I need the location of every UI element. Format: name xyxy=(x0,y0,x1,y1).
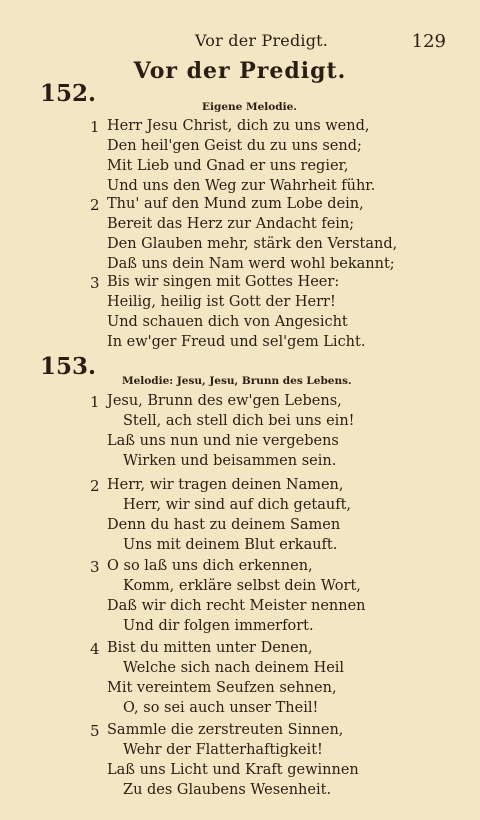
verse-line: Bis wir singen mit Gottes Heer: xyxy=(107,274,340,290)
stanza-number: 2 xyxy=(90,477,100,495)
verse-line: Den heil'gen Geist du zu uns send; xyxy=(107,138,362,154)
verse-line: Uns mit deinem Blut erkauft. xyxy=(123,537,338,553)
verse-line: Welche sich nach deinem Heil xyxy=(123,660,345,676)
verse-line: Komm, erkläre selbst dein Wort, xyxy=(123,578,361,594)
verse-line: Denn du hast zu deinem Samen xyxy=(107,517,341,533)
verse-line: Mit vereintem Seufzen sehnen, xyxy=(107,680,337,696)
verse-line: Herr, wir sind auf dich getauft, xyxy=(123,497,352,513)
running-title: Vor der Predigt. xyxy=(195,31,329,50)
verse-line: Sammle die zerstreuten Sinnen, xyxy=(107,722,344,738)
melody-note: Melodie: Jesu, Jesu, Brunn des Lebens. xyxy=(122,375,352,387)
verse-line: O so laß uns dich erkennen, xyxy=(107,558,313,574)
verse-line: Den Glauben mehr, stärk den Verstand, xyxy=(107,236,398,252)
stanza-number: 3 xyxy=(90,274,100,292)
stanza-number: 3 xyxy=(90,558,100,576)
verse-line: Daß wir dich recht Meister nennen xyxy=(107,598,366,614)
section-title: Vor der Predigt. xyxy=(133,58,347,84)
verse-line: Laß uns Licht und Kraft gewinnen xyxy=(107,762,359,778)
verse-line: Zu des Glaubens Wesenheit. xyxy=(123,782,332,798)
verse-line: Herr Jesu Christ, dich zu uns wend, xyxy=(107,118,370,134)
verse-line: Und dir folgen immerfort. xyxy=(123,618,314,634)
verse-line: Bist du mitten unter Denen, xyxy=(107,640,313,656)
verse-line: Wirken und beisammen sein. xyxy=(123,453,337,469)
verse-line: Stell, ach stell dich bei uns ein! xyxy=(123,413,355,429)
stanza-number: 1 xyxy=(90,393,100,411)
melody-note: Eigene Melodie. xyxy=(202,101,297,113)
stanza-number: 4 xyxy=(90,640,100,658)
verse-line: Heilig, heilig ist Gott der Herr! xyxy=(107,294,336,310)
verse-line: Herr, wir tragen deinen Namen, xyxy=(107,477,344,493)
verse-line: In ew'ger Freud und sel'gem Licht. xyxy=(107,334,366,350)
stanza-number: 1 xyxy=(90,118,100,136)
stanza-number: 5 xyxy=(90,722,100,740)
verse-line: Laß uns nun und nie vergebens xyxy=(107,433,339,449)
verse-line: Daß uns dein Nam werd wohl bekannt; xyxy=(107,256,395,272)
verse-line: Bereit das Herz zur Andacht fein; xyxy=(107,216,355,232)
verse-line: O, so sei auch unser Theil! xyxy=(123,700,319,716)
hymn-number: 152. xyxy=(40,80,97,107)
page-number: 129 xyxy=(411,31,446,52)
verse-line: Wehr der Flatterhaftigkeit! xyxy=(123,742,323,758)
running-header xyxy=(0,31,480,53)
hymn-number: 153. xyxy=(40,353,97,380)
verse-line: Thu' auf den Mund zum Lobe dein, xyxy=(107,196,364,212)
verse-line: Jesu, Brunn des ew'gen Lebens, xyxy=(107,393,342,409)
verse-line: Und schauen dich von Angesicht xyxy=(107,314,348,330)
verse-line: Und uns den Weg zur Wahrheit führ. xyxy=(107,178,376,194)
verse-line: Mit Lieb und Gnad er uns regier, xyxy=(107,158,349,174)
stanza-number: 2 xyxy=(90,196,100,214)
